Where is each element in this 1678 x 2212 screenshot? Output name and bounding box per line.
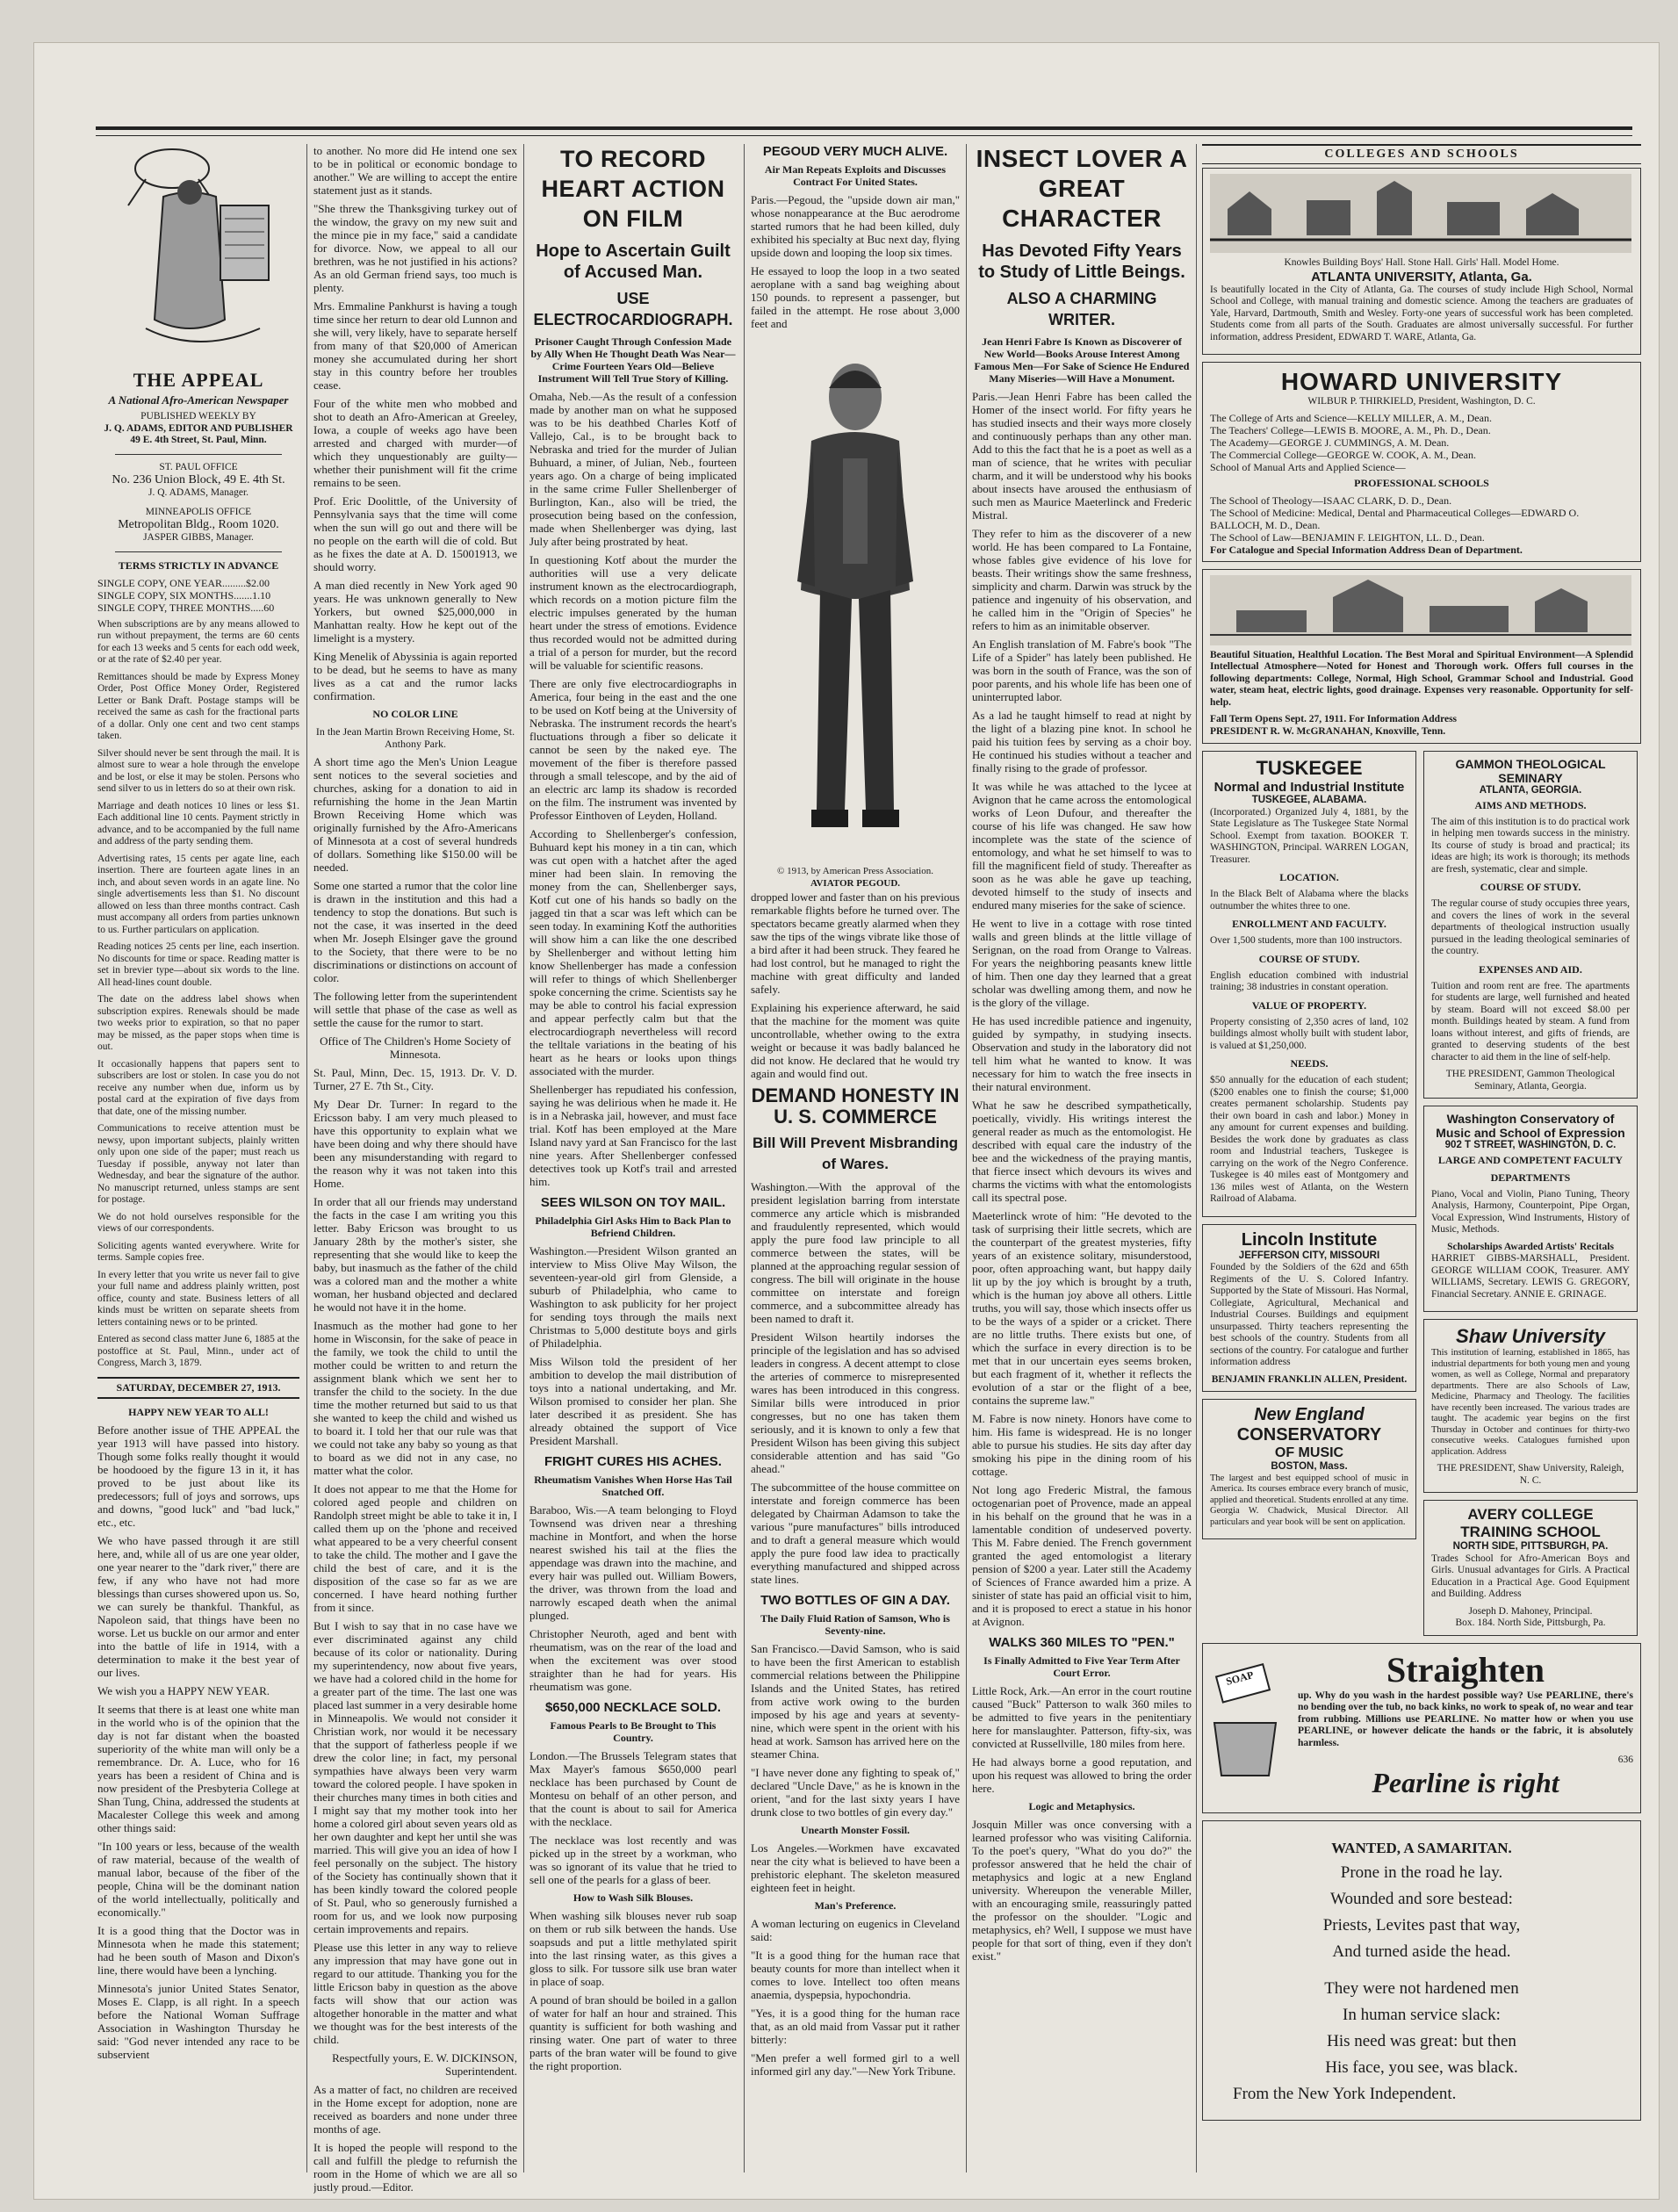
logic-headline: Logic and Metaphysics. [1028,1800,1135,1812]
washtub-icon [1210,1653,1280,1784]
article-paragraph: "It is a good thing for the human race that beauty counts for more than intellect when it comes to love. Intellect too often means anaemia, dyspepsia, hypochondria. [751,1949,960,2001]
gammon-aims: AIMS AND METHODS. [1474,798,1587,811]
fright-headline: FRIGHT CURES HIS ACHES. [544,1454,722,1469]
paper-name: THE APPEAL [133,369,264,391]
avery-principal: Joseph D. Mahoney, Principal. [1468,1605,1593,1617]
article-paragraph: In questioning Kotf about the murder the authorities will use a very delicate instrument known as the electrocardiograph, which records on a motion picture film the electric impulses generated by the human heart under the stress of emotions. Evidence thus recorded would not be admitted during a trial of a person for murder, but the record will be valuable for scientific reasons. [529,553,737,672]
wash-text: Piano, Vocal and Violin, Piano Tuning, Theory Analysis, Harmony, Counterpoint, Pipe Organ, Vocal Expression, Wind Instruments, History of Music, Methods. [1431,1188,1630,1235]
mpls-office-address: Metropolitan Bldg., Room 1020. [118,518,279,531]
letter-paragraph: My Dear Dr. Turner: In regard to the Ericsson baby. I am very much pleased to have this opportunity to explain what we have been doing and why there should have been any misunderstanding with regard to the reason why it was not taken into this Home. [313,1098,517,1190]
terms-list [97,577,299,614]
heart-action-deck-3: Prisoner Caught Through Confession Made by Ally When He Thought Death Was Near—Crime Fourteen Years Old—Believe Instrument Will Tell True Story of Killing. [530,335,736,385]
poem-line: Wounded and sore bestead: [1330,1889,1513,1908]
column-rule [744,144,745,2172]
terms-note: When subscriptions are by any means allowed to run without prepayment, the terms are 60 cents for each 13 weeks and 5 cents for each odd week, or at the rate of $2.40 per year. [97,618,299,665]
editorial-paragraph: Prof. Eric Doolittle, of the University of Pennsylvania says that the time will come when the sun will go out and there will be no people on the earth will die of cold. But as he fixes the date at A. D. 15001913, we should worry. [313,494,517,573]
article-paragraph: As a matter of fact, no children are received in the Home except for adoption, none are received as boarders and none under three months of age. [313,2083,517,2136]
aviator-photo [759,335,952,862]
gammon-expenses: EXPENSES AND AID. [1479,962,1582,976]
article-paragraph: San Francisco.—David Samson, who is said to have been the first American to establish commercial relations between the Philippine Islands and the United States, has retired from active work owing to the burden imposed by his age and years at seventy-nine, which were spent in the orient with his head at work. Samson has arrived here on the steamer China. [751,1642,960,1761]
wash-address: 902 T STREET, WASHINGTON, D. C. [1444,1140,1617,1150]
news-column-4 [751,144,960,2083]
article-paragraph: Shellenberger has repudiated his confession, saying he was delirious when he made it. He is in a Nebraska jail, however, and must face trial. Kotf has been employed at the Mare Island navy yard at San Francisco for the last nine years. After Shellenberger confessed detectives took up Kotf's trail and arrested him. [529,1083,737,1188]
tuskegee-needs-text: $50 annually for the education of each student; ($200 enables one to finish the course; $1,000 creates permanent scholarship. Students pay their own board in cash and labor.) Money in any amount for current expenses and building. Besides the work done by graduates as class room and Industrial teachers, Tuskegee is carrying on the work of the Negro Conference. Tuskegee is 40 miles east of Montgomery and 136 miles west of Atlanta, on the Western Railroad of Alabama. [1210,1075,1408,1204]
howard-university-ad [1202,362,1641,562]
editorial-paragraph: We who have passed through it are still here, and, while all of us are one year older, one year nearer to the "dark river," there are few, if any who have not had more blessings than curses showered upon us. So, we can surely be thankful. Thankful, as Napoleon said, that things have been no worse. Let us buckle on our armor and enter into the battle of life in 1914, with a determination to make it the best year of our lives. [97,1533,299,1679]
wash-faculty: LARGE AND COMPETENT FACULTY [1437,1153,1624,1166]
poem-source: From the New York Independent. [1233,2084,1457,2103]
article-paragraph: Explaining his experience afterward, he said that the machine for the moment was quite uncontrollable, whether owing to the extra weight or because it was badly balanced he did not know. He declared that he would try again and would find out. [751,1001,960,1080]
tuskegee-enrollment-text: Over 1,500 students, more than 100 instructors. [1210,935,1402,946]
insect-lover-headline: INSECT LOVER A GREAT CHARACTER [976,145,1188,232]
howard-item: The Teachers' College—LEWIS B. MOORE, A. M., Ph. D., Dean. [1210,423,1491,436]
pegoud-headline: PEGOUD VERY MUCH ALIVE. [762,144,948,159]
article-paragraph: London.—The Brussels Telegram states that Max Mayer's famous $650,000 pearl necklace has been purchased by Count de Montesu on behalf of an other person, and that the count is about to sail for America with the necklace. [529,1749,737,1828]
terms-note: Communications to receive attention must be newsy, upon important subjects, plainly written only upon one side of the paper; must reach us Tuesday if possible, anyway not later than Wednesday, and bear the signature of the author. No manuscript returned, unless stamps are sent for postage. [97,1123,299,1205]
heart-action-deck: Hope to Ascertain Guilt of Accused Man. [536,241,731,282]
tuskegee-name: TUSKEGEE [1256,757,1363,779]
pearline-headline: Straighten [1386,1649,1545,1690]
article-paragraph: "I have never done any fighting to speak of," declared "Uncle Dave," as he is known in the orient, "and for the last sixty years I have drunk close to two bottles of gin every day." [751,1766,960,1819]
shaw-name: Shaw University [1456,1325,1605,1347]
editorial-paragraph: "In 100 years or less, because of the wealth of raw material, because of the wealth of manual labor, because of the fiber of the people, China will be the dominant nation of the world intellectually, politically and economically." [97,1839,299,1919]
colleges-title: COLLEGES AND SCHOOLS [1202,144,1641,164]
article-paragraph: It was while he was attached to the lycee at Avignon that he came across the entomological works of Leon Dufour, and thereafter the course of his life was changed. He saw how incomplete was the state of the science of entomology, and what he set himself to was to fill the magnificent field of study. Thereafter as soon as he was able he gave up teaching, devoted himself to the study of insects and endured many miseries for the sake of science. [972,780,1192,911]
terms-note: Entered as second class matter June 6, 1885 at the postoffice at St. Paul, Minn., under act of Congress, March 3, 1879. [97,1334,299,1368]
pearline-number: 636 [1617,1754,1633,1765]
gammon-course-text: The regular course of study occupies three years, and covers the lines of work in the several departments of theological instruction usually pursued in the leading theological seminaries of the country. [1431,898,1630,956]
mpls-manager: JASPER GIBBS, Manager. [143,532,254,543]
tuskegee-course-head: COURSE OF STUDY. [1258,952,1360,965]
appeal-logo [111,144,286,364]
newspaper-page [33,42,1660,2200]
poem-line: And turned aside the head. [1332,1942,1511,1961]
new-england-conservatory-ad [1202,1399,1416,1539]
article-paragraph: The following letter from the superintendent will settle that phase of the case as well as settle the cause for the rumor to start. [313,990,517,1029]
terms-note: It occasionally happens that papers sent to subscribers are lost or stolen. In case you do not receive any number when due, inform us by postal card at the expiration of five days from that date, one of the missing number. [97,1058,299,1117]
tuskegee-location-text: In the Black Belt of Alabama where the blacks outnumber the whites three to one. [1210,889,1408,911]
howard-prof-item: The School of Law—BENJAMIN F. LEIGHTON, LL. D., Dean. [1210,530,1485,544]
knox-president: PRESIDENT R. W. McGRANAHAN, Knoxville, Tenn. [1210,725,1446,737]
divider [115,551,282,552]
knox-term: Fall Term Opens Sept. 27, 1911. For Information Address [1210,714,1458,724]
article-paragraph: They refer to him as the discoverer of a new world. He has been compared to La Fontaine, whose fables give evidence of his love for beasts. Their writings show the same freshness, simplicity and charm. Darwin was struck by the patience and ingenuity of his observation, and he called him in the "Origin of Species" he refers to him as an inimitable observer. [972,527,1192,632]
figure-with-banner-icon [111,144,286,364]
ne-name-3: OF MUSIC [1274,1445,1344,1460]
gammon-president: THE PRESIDENT, Gammon Theological Seminary, Atlanta, Georgia. [1445,1069,1616,1092]
column-rule [966,144,967,2172]
terms-note: We do not hold ourselves responsible for the views of our correspondents. [97,1211,299,1234]
editor: J. Q. ADAMS, EDITOR AND PUBLISHER [104,422,293,434]
tuskegee-course-text: English education combined with industrial training; 38 industries in constant operation. [1210,969,1408,992]
poem-title: WANTED, A SAMARITAN. [1331,1839,1512,1856]
ads-right [1423,751,1638,1643]
heart-action-headline: TO RECORD HEART ACTION ON FILM [541,146,725,232]
campus-buildings-icon [1210,174,1631,253]
pearline-text: up. Why do you wash in the hardest possible way? Use PEARLINE, there's no bending over the tub, no back kinks, no work to speak of, no wear and tear from rubbing. Millions use PEARLINE. No matter how or when you use PEARLINE, or however delicate the hands or the fabric, it is absolutely harmless. [1298,1690,1634,1748]
tuskegee-text: (Incorporated.) Organized July 4, 1881, by the State Legislature as The Tuskegee State Normal School. Exempt from taxation. BOOKER T. WASHINGTON, Principal. WARREN LOGAN, Treasurer. [1210,806,1408,865]
tuskegee-value-head: VALUE OF PROPERTY. [1251,998,1367,1012]
article-paragraph: He essayed to loop the loop in a two seated aeroplane with a sand bag weighing about 150 pounds. to represent a passenger, but failed in the attempt. He rose about 3,000 feet and [751,264,960,330]
knox-text: Beautiful Situation, Healthful Location. The Best Moral and Spiritual Environment—A Splendid Intellectual Atmosphere—Noted for Honest and Thorough work. Offers full courses in the following departments: College, Normal, High School, Grammar School and Industrial. Good water, steam heat, electric lights, good drainage. Expenses very reasonable. Opportunity for self-help. [1210,649,1633,708]
article-paragraph: Washington.—With the approval of the president legislation barring from interstate commerce any article which is misbranded and fraudulently represented, which would apply the pure food law principle to all commerce between the states, will be planned at the approaching regular session of congress. The bill will originate in the house committee on interstate and foreign commerce, and a subcommittee already has been named to draft it. [751,1180,960,1325]
avery-name: AVERY COLLEGE [1467,1506,1594,1523]
howard-prof-item: The School of Theology—ISAAC CLARK, D. D., Dean. [1210,494,1452,507]
tuskegee-ad [1202,751,1416,1217]
published-by: PUBLISHED WEEKLY BY [140,411,256,422]
lincoln-name: Lincoln Institute [1241,1229,1378,1250]
article-paragraph: Some one started a rumor that the color line is drawn in the institution and this had a tendency to stop the donations. But such is not the case, it was inserted in the deed when Mr. Joseph Elsinger gave the ground to the Society, that there were to be no discriminations or distinctions on account of color. [313,879,517,984]
news-column-3 [529,144,737,2078]
article-paragraph: As a lad he taught himself to read at night by the light of a blazing pine knot. In school he paid his tuition fees by serving as a choir boy. He continued his studies without a teacher and finally rising to the grade of professor. [972,709,1192,775]
column-rule [523,144,524,2172]
terms-note: Reading notices 25 cents per line, each insertion. No discounts for time or space. Reading matter is set in brevier type—about six words to the line. All head-lines count double. [97,941,299,988]
ads-column [1202,144,1641,2128]
necklace-headline: $650,000 NECKLACE SOLD. [544,1700,722,1715]
ads-left [1202,751,1416,1643]
wash-names: HARRIET GIBBS-MARSHALL, President. GEORGE WILLIAM COOK, Treasurer. AMY WILLIAMS, Secretary. LEWIS G. GREGORY, Financial Secretary. ANNIE E. GRINAGE. [1431,1253,1630,1300]
editorial-paragraph: "She threw the Thanksgiving turkey out of the window, the gravy on my new suit and the mince pie in my face," said a candidate for divorce. Now, we appeal to all our brethren, was he not justified in his actions? As an old German friend says, too much is plenty. [313,202,517,294]
atlanta-name: ATLANTA UNIVERSITY, Atlanta, Ga. [1311,269,1532,285]
tuskegee-needs-head: NEEDS. [1290,1057,1329,1070]
avery-location: NORTH SIDE, PITTSBURGH, PA. [1452,1541,1609,1552]
editorial-paragraph: We wish you a HAPPY NEW YEAR. [97,1683,270,1697]
poem-spacer [1215,1965,1628,1976]
pearline-soap-label: SOAP [1224,1668,1256,1688]
article-paragraph: When washing silk blouses never rub soap on them or rub silk between the hands. Use soapsuds and put a little methylated spirit into the last rinsing water, as this gives a gloss to silk. For tussore silk use bran water in place of soap. [529,1909,737,1988]
mpls-office-title: MINNEAPOLIS OFFICE [145,506,252,517]
poem-line: Priests, Levites past that way, [1322,1915,1521,1935]
terms-item: SINGLE COPY, ONE YEAR.........$2.00 [97,576,270,589]
lincoln-text: Founded by the Soldiers of the 62d and 65th Regiments of the U. S. Colored Infantry. Supported by the State of Missouri. Has Normal, Collegiate, Agricultural, Mechanical and Industrial Courses. Buildings and equipment unsurpassed. Thirty teachers representing the best schools of the country. Students from all sections of the country. For catalogue and further information address [1210,1262,1408,1367]
article-paragraph: M. Fabre is now ninety. Honors have come to him. His fame is widespread. He is no longer able to pursue his studies. He sits day after day smoking his pipe in the dining room of his cottage. [972,1412,1192,1478]
stpaul-office-address: No. 236 Union Block, 49 E. 4th St. [112,473,285,486]
wilson-headline: SEES WILSON ON TOY MAIL. [540,1195,726,1210]
shaw-text: This institution of learning, established in 1865, has industrial departments for both young men and young women, as well as College, Normal and preparatory departments. There are also Schools of Law, Medicine, Pharmacy and Theology. The facilities have recently been increased. The various trades are taught. The academic year begins on the first Thursday in October and continues for thirty-two consecutive weeks. Catalogues furnished upon application. Address [1431,1348,1631,1457]
insect-lover-deck: Has Devoted Fifty Years to Study of Little Beings. [978,241,1185,282]
photo-caption: AVIATOR PEGOUD. [810,878,901,889]
tuskegee-location: TUSKEGEE, ALABAMA. [1251,795,1367,805]
article-paragraph: A woman lecturing on eugenics in Cleveland said: [751,1917,960,1943]
article-paragraph: He had always borne a good reputation, and upon his request was allowed to bring the order here. [972,1755,1192,1795]
wash-departments: DEPARTMENTS [1490,1171,1571,1184]
tuskegee-location-head: LOCATION. [1279,871,1339,883]
no-color-line-headline: NO COLOR LINE [372,708,458,720]
walks-headline: WALKS 360 MILES TO "PEN." [989,1635,1175,1650]
shaw-university-ad [1423,1319,1638,1493]
article-paragraph: A short time ago the Men's Union League sent notices to the several societies and churches, asking for a donation to aid in refurnishing the home in the Jean Martin Brown Receiving Home which was originally furnished by the Afro-Americans of Minnesota at a cost of several hundreds of dollars. Something like $150.00 will be needed. [313,755,517,874]
poem-line: His face, you see, was black. [1325,2057,1518,2077]
insect-lover-deck-3: Jean Henri Fabre Is Known as Discoverer of New World—Books Arouse Interest Among Famous Men—For Sake of Science He Endured Many Miseries—Will Have a Monument. [974,335,1190,385]
article-paragraph: He went to live in a cottage with rose tinted walls and green blinds at the little village of Serignan, on the road from Orange to Valreas. For years the neighboring peasants knew little of him. Then one day they learned that a great scholar was dwelling among them, and now he is the glory of the village. [972,917,1192,1009]
article-paragraph: Christopher Neuroth, aged and bent with rheumatism, was on the rear of the load and when the excitement was over stood straighter than he had for years. His rheumatism was gone. [529,1627,737,1693]
tuskegee-value-text: Property consisting of 2,350 acres of land, 102 buildings almost wholly built with student labor, is valued at $1,250,000. [1210,1016,1408,1051]
howard-item: The Commercial College—GEORGE W. COOK, A. M., Dean. [1210,448,1476,461]
letter-date: St. Paul, Minn, Dec. 15, 1913. Dr. V. D. Turner, 27 E. 7th St., City. [313,1066,517,1092]
article-paragraph: "Men prefer a well formed girl to a well informed girl any day."—New York Tribune. [751,2051,960,2078]
article-paragraph: What he saw he described sympathetically, poetically, vividly. His writings interest the general reader as much as the entomologist. He described with equal care the industry of the bee and the wickedness of the praying mantis, that fierce insect which devours its wives and charms the victims with what the entomologists call its spectral pose. [972,1099,1192,1204]
ne-text: The largest and best equipped school of music in America. Its courses embrace every branch of music, applied and theoretical. Students enrolled at any time. Georgia W. Chadwick, Musical Director. All particulars and year book will be sent on application. [1210,1473,1408,1527]
terms-note: Advertising rates, 15 cents per agate line, each insertion. There are fourteen agate lines in an inch, and about seven words in an agate line. No single advertisements less than $1. No discount allowed on less than three months contract. Cash must accompany all orders from parties unknown to us. Further particulars on application. [97,853,299,935]
lincoln-institute-ad [1202,1224,1416,1393]
article-paragraph: The subcommittee of the house committee on interstate and foreign commerce has been delegated by Chairman Adamson to take the various "pure manufactures" bills introduced and to draft a general measure which would apply the pure food law idea to practically everything manufactured and shipped across state lines. [751,1481,960,1586]
aviator-portrait-icon [759,335,952,862]
preference-headline: Man's Preference. [814,1899,897,1912]
news-column-5 [972,144,1192,1968]
college-campus-icon [1210,575,1631,645]
gammon-name: GAMMON THEOLOGICAL SEMINARY [1455,757,1606,785]
editorial-paragraph: It is a good thing that the Doctor was in Minnesota when he made this statement; had he been south of Mason and Dixon's line, there would have been a lynching. [97,1923,299,1977]
article-paragraph: Josquin Miller was once conversing with a learned professor who was visiting California. To the poet's query, "What do you do?" the professor answered that he held the chair of metaphysics and logic at a new England university. Whereupon the venerable Miller, with an encouraging smile, reassuringly patted the professor on the shoulder. "Logic and metaphysics, eh? Well, I suppose we must have people for that sort of thing, even if they don't exist." [972,1818,1192,1963]
wilson-deck: Philadelphia Girl Asks Him to Back Plan to Befriend Children. [535,1214,731,1239]
divider [115,454,282,455]
avery-college-ad [1423,1500,1638,1636]
editorial-paragraph: It seems that there is at least one white man in the world who is of the opinion that the day is not far distant when the boasted superiority of the white man will only be a remembrance. Dr. A. Luce, who for 16 years has been a resident of China and is now president of the Presbyteria College at Shan Tung, China, addressed the students at Macalester College this week and among other things said: [97,1702,299,1834]
editorial-paragraph: to another. No more did He intend one sex to be in political or economic bondage to another." We are willing to accept the entire statement just as it stands. [313,144,517,197]
demand-honesty-deck: Bill Will Prevent Misbranding of Wares. [752,1135,959,1172]
heart-action-deck-2: USE ELECTROCARDIOGRAPH. [533,290,733,328]
pearline-ad [1202,1643,1641,1813]
terms-item: SINGLE COPY, SIX MONTHS.......1.10 [97,588,271,602]
article-paragraph: Baraboo, Wis.—A team belonging to Floyd Townsend was driven near a threshing machine in Montfort, and when the horse nearest swished his tail at the flies the appendage was drawn into the machine, and every hair was pulled out. William Bowers, the driver, was thrown from the load and narrowly escaped death when the animal plunged. [529,1503,737,1622]
avery-text: Trades School for Afro-American Boys and Girls. Unusual advantages for Girls. A Practical Education in a Practical Age. Good Equipment and Building. Address [1431,1553,1630,1599]
article-paragraph: "Yes, it is a good thing for the human race that, as an old maid from Vassar put it rather bitterly: [751,2007,960,2046]
terms-item: SINGLE COPY, THREE MONTHS.....60 [97,601,275,614]
top-rule [96,126,1632,136]
article-paragraph: According to Shellenberger's confession, Buhuard kept his money in a tin can, which was cut open with a hatchet after the aged miner had been slain. In removing the money from the can, Shellenberger says, Kotf cut one of his hands so badly on the jagged tin that a scar was left which can be seen today. In examining Kotf the authorities will show him a can like the one described by Shellenberger and without letting him know Shellenberger has made a confession will refer to things of which Shellenberger spoke concerning the crime. Scientists say he may be able to control his facial expression and appear perfectly calm but that the electrocardiograph nevertheless will record the telltale variations in the beating of his heart as he hears or looks upon things associated with the murder. [529,827,737,1077]
gammon-text: The aim of this institution is to do practical work in helping men towards success in the ministry. Its course of study is broad and practical; its ideas are high; its work is thorough; its methods are fresh, systematic, clear and simple. [1431,816,1630,875]
wash-name: Washington Conservatory of Music and School of Expression [1436,1112,1625,1140]
wash-scholarships: Scholarships Awarded Artists' Recitals [1447,1241,1614,1252]
howard-prof-list [1210,494,1633,556]
masthead-column [97,144,299,2066]
stpaul-manager: J. Q. ADAMS, Manager. [148,487,249,498]
letter-signature: Respectfully yours, E. W. DICKINSON, Superintendent. [332,2051,517,2078]
letter-paragraph: In order that all our friends may understand the facts in the case I am writing you this letter. Baby Ericson was brought to us January 28th by the mother's sister, she representing that she would like to keep the baby, but inasmuch as the father of the child was a colored man and the mother a white woman, her husband objected and declared he would not have it in the home. [313,1195,517,1314]
editorial-paragraph: Minnesota's junior United States Senator, Moses E. Clapp, is all right. In a speech before the National Woman Suffrage Association in Washington Thursday he said: "God never intended any race to be subservient [97,1981,299,2061]
ne-name-1: New England [1254,1405,1365,1424]
terms-note: Soliciting agents wanted everywhere. Write for terms. Sample copies free. [97,1240,299,1263]
ads-two-column [1202,751,1641,1643]
editorial-column-2 [313,144,517,2199]
editorial-paragraph: Four of the white men who mobbed and shot to death an Afro-American at Greeley, Iowa, a couple of weeks ago have been arrested and charged with murder—of which they unquestionably are guilty—whether their punishment will fit the crime remains to be seen. [313,397,517,489]
gammon-course: COURSE OF STUDY. [1480,881,1581,893]
article-paragraph: Paris.—Pegoud, the "upside down air man," whose nonappearance at the Buc aerodrome started rumors that he had been killed, duly exhibited his specialty at Buc next day, flying upside down and looping the loop six times. [751,193,960,259]
walks-deck: Is Finally Admitted to Five Year Term After Court Error. [983,1654,1180,1679]
issue-date: SATURDAY, DECEMBER 27, 1913. [97,1377,299,1399]
howard-name: HOWARD UNIVERSITY [1280,368,1563,395]
article-paragraph: Little Rock, Ark.—An error in the court routine caused "Buck" Patterson to walk 360 miles to be admitted to five years in the penitentiary here for manslaughter. Patterson, fifty-six, was convicted at Russellville, 180 miles from here. [972,1684,1192,1750]
letter-paragraph: But I wish to say that in no case have we ever discriminated against any child because of its color or nationality. During my superintendency, now about five years, we have had a colored child in the home for a greater part of the time. The last one was placed last summer in a very desirable home in Minneapolis. We would not consider it Christian work, nor would it be necessary that the support of fatherless people if we drew the color line; in fact, my personal sympathies have always been very warm toward the colored people. I have spoken in their churches many times in both cities and I might say that my mother took into her home a colored girl about seven years old as her own daughter and kept her until she was married. This will give you an idea of how I feel personally on the subject. The history of the Society has continually shown that it has been kindly toward the colored people of St. Paul, who so generously furnished a room for us, and we look now purposing certain improvements and repairs. [313,1619,517,1935]
terms-note: In every letter that you write us never fail to give your full name and address plainly written, post office, county and state. Business letters of all kinds must be written on separate sheets from letters containing news or to be printed. [97,1269,299,1328]
photo-credit: © 1913, by American Press Association. [777,866,933,876]
article-paragraph: The necklace was lost recently and was picked up in the street by a workman, who was so ignorant of its value that he tried to sell one of the pearls for a glass of beer. [529,1834,737,1886]
article-paragraph: Washington.—President Wilson granted an interview to Miss Olive May Wilson, the seventeen-year-old girl from Glenside, a suburb of Philadelphia, who came to Washington to ask publicity for her project for sending toys through the mails next Christmas to 5,000 destitute boys and girls of Philadelphia. [529,1244,737,1350]
letter-paragraph: It does not appear to me that the Home for colored aged people and children on Randolph street might be able to take it in, I called them up on the 'phone and received what appeared to be a very cheerful consent to take the child. The mother and I gave the child the best of care, and it is the disposition of the case so far as we are concerned. I have heard nothing further from it since. [313,1482,517,1614]
fright-deck: Rheumatism Vanishes When Horse Has Tail Snatched Off. [534,1473,732,1498]
howard-prof-item: The School of Medicine: Medical, Dental and Pharmaceutical Colleges—EDWARD O. BALLOCH, M. D., Dean. [1210,506,1580,531]
howard-president: WILBUR P. THIRKIELD, President, Washington, D. C. [1307,396,1536,407]
article-paragraph: Los Angeles.—Workmen have excavated near the city what is believed to have been a prehistoric elephant. The skeleton measured eighteen feet in height. [751,1841,960,1894]
howard-prof-title: PROFESSIONAL SCHOOLS [1354,476,1489,489]
shaw-president: THE PRESIDENT, Shaw University, Raleigh, N. C. [1437,1463,1624,1486]
editorial-paragraph: Mrs. Emmaline Pankhurst is having a tough time since her return to dear old Lunnon and she will, very likely, have to separate herself from many of that $20,000 of American money she accumulated during her short stay in this country before her troubles cease. [313,299,517,392]
washington-conservatory-ad [1423,1106,1638,1312]
column-rule [306,144,307,2172]
atlanta-building-labels: Knowles Building Boys' Hall. Stone Hall. Girls' Hall. Model Home. [1284,257,1559,268]
terms-title: TERMS STRICTLY IN ADVANCE [118,558,279,572]
lincoln-location: JEFFERSON CITY, MISSOURI [1238,1250,1380,1261]
stpaul-office-title: ST. PAUL OFFICE [159,461,238,472]
terms-note: Marriage and death notices 10 lines or less $1. Each additional line 10 cents. Payment strictly in advance, and to be accompanied by the full name and address of the party sending them. [97,800,299,847]
gammon-seminary-ad [1423,751,1638,1099]
address: 49 E. 4th Street, St. Paul, Minn. [130,435,267,445]
tuskegee-enrollment-head: ENROLLMENT AND FACULTY. [1232,918,1386,930]
poem-line: In human service slack: [1343,2005,1501,2024]
poem-line: Prone in the road he lay. [1340,1863,1503,1882]
gin-deck: The Daily Fluid Ration of Samson, Who is Seventy-nine. [760,1612,950,1637]
article-paragraph: President Wilson heartily indorses the principle of the legislation and has so advised leaders in congress. A decent attempt to close the arteries of commerce to misrepresented wares has been introduced in this congress. Similar bills were introduced in prior congresses, but no one has taken them seriously, and it is known to only a few that President Wilson has been giving this subject considerable attention and has said "Go ahead." [751,1330,960,1475]
no-color-line-subhead: In the Jean Martin Brown Receiving Home, St. Anthony Park. [315,725,515,750]
article-paragraph: There are only five electrocardiographs in America, four being in the east and the one to be used on Kotf being at the University of Nebraska. The instrument records the heart's fluctuations through a fiber so delicate it cannot be seen by the naked eye. The movement of the fiber is therefore passed through a small telescope, and by the aid of an electric arc lamp its shadow is recorded on the film. The instrument was invented by Professor Einthoven of Leyden, Holland. [529,677,737,822]
gin-headline: TWO BOTTLES OF GIN A DAY. [760,1593,950,1608]
terms-note: The date on the address label shows when subscription expires. Renewals should be made two weeks prior to expiration, so that no paper may be missed, as the paper stops when time is out. [97,994,299,1052]
lincoln-president: BENJAMIN FRANKLIN ALLEN, President. [1211,1373,1408,1385]
atlanta-text: Is beautifully located in the City of Atlanta, Ga. The courses of study include High School, Normal School and College, with manual training and domestic science. Among the teachers are graduates of Yale, Harvard, Dartmouth, Smith and Wesley. Forty-one years of successful work has been completed. Students come from all parts of the South. Graduates are almost universally successful. For further information, address President, EDWARD T. WARE, Atlanta, Ga. [1210,284,1633,342]
knoxville-college-ad [1202,569,1641,745]
editorial-paragraph: A man died recently in New York aged 90 years. He was unknown generally to New Yorkers, but owned $25,000,000 in Manhattan realty. How he kept out of the limelight is a mystery. [313,579,517,645]
terms-note: Silver should never be sent through the mail. It is almost sure to wear a hole through the envelope and be lost, or else it may be stolen. Persons who send silver to us in letters do so at their own risk. [97,747,299,794]
column-rule [1196,144,1197,2172]
terms-note: Remittances should be made by Express Money Order, Post Office Money Order, Registered Letter or Bank Draft. Postage stamps will be received the same as cash for the fractional parts of a dollar. Only one cent and two cent stamps taken. [97,671,299,741]
article-paragraph: It is hoped the people will respond to the call and fulfill the pledge to refurnish the room in the Home of which we are all so justly proud.—Editor. [313,2141,517,2194]
gammon-location: ATLANTA, GEORGIA. [1479,785,1582,796]
ne-name-2: CONSERVATORY [1236,1425,1382,1445]
howard-item: The College of Arts and Science—KELLY MILLER, A. M., Dean. [1210,411,1492,424]
editorial-paragraph: King Menelik of Abyssinia is again reported to be dead, but he seems to have as many lives as a cat and the rumor lacks confirmation. [313,650,517,703]
article-paragraph: Not long ago Frederic Mistral, the famous octogenarian poet of Provence, made an appeal in his behalf on the ground that he was in a lamentable condition of undeserved poverty. This M. Fabre denied. The French government granted the aged entomologist a literary pension of $200 a year. Later still the Academy of Sciences of France awarded him a prize. A sinister of state has paid an official visit to him, and it is proposed to erect a statue in his honor at Avignon. [972,1483,1192,1628]
article-paragraph: dropped lower and faster than on his previous remarkable flights before he turned over. The spectators became greatly alarmed when they saw the tips of the wings vibrate like those of a bird after it had been struck. They feared he had lost control, but he managed to right the machine with great difficulty and landed safely. [751,890,960,996]
insect-lover-deck-2: ALSO A CHARMING WRITER. [1006,290,1157,328]
avery-name-2: TRAINING SCHOOL [1460,1524,1601,1540]
pearline-tagline: Pearline is right [1372,1766,1559,1798]
demand-honesty-headline: DEMAND HONESTY IN U. S. COMMERCE [751,1084,960,1128]
letter-paragraph: Inasmuch as the mother had gone to her home in Wisconsin, for the sake of peace in the family, we took the child to until the mother could be written to and return the assignment blank which we sent her to transfer the child to the society. In the due time the mother returned but said to us that she wanted to keep the child and wished us to board it. I told her that our rule was that we could not take any baby so young as that to board as we did not in any case, no matter what the color. [313,1319,517,1477]
editorial-paragraph: Before another issue of THE APPEAL the year 1913 will have passed into history. Though some folks really thought it would be hoodooed by the figure 13 in it, it has proved to be just about like its predecessors; full of joys and sorrows, ups and downs, "good luck" and "bad luck," etc., etc. [97,1423,299,1529]
article-paragraph: Miss Wilson told the president of her ambition to develop the mail distribution of toys into a national undertaking, and Mr. Wilson promised to consider her plan. She later described it as president. She has already obtained the support of Vice President Marshall. [529,1355,737,1447]
article-paragraph: A pound of bran should be boiled in a gallon of water for half an hour and strained. This quantity is sufficient for both washing and rinsing water. One part of water to three parts of the bran water will be found to give the right proportion. [529,1993,737,2072]
fossil-headline: Unearth Monster Fossil. [800,1824,911,1836]
article-paragraph: Paris.—Jean Henri Fabre has been called the Homer of the insect world. For fifty years he has studied insects and their ways more closely and continuously perhaps than any other man. Add to this the fact that he is a poet as well as a man of science, that he writes with peculiar charm, and it will be understood why his books about insects have aroused the enthusiasm of such men as Maurice Maeterlinck and Frederic Mistral. [972,390,1192,522]
howard-item: The Academy—GEORGE J. CUMMINGS, A. M. Dean. [1210,436,1450,449]
editorial-headline: HAPPY NEW YEAR TO ALL! [128,1405,269,1418]
letter-heading: Office of The Children's Home Society of Minnesota. [320,1034,511,1061]
article-paragraph: Maeterlinck wrote of him: "He devoted to the task of surprising their little secrets, which are the counterpart of the greatest mysteries, fifty years of an existence solitary, misunderstood, poor, often approaching want, but happy daily lit up by the joy which is brought by a truth, which is the human joy above all others. Little truths, you will say, those which insects offer us to be the ways of a spider or a cricket. There are no little truths. There exists but one, of which the surface in every direction is to be met that in our uncertain eyes seems broken, but each fragment of it, whether it reflects the evolution of a star or the flight of a bee, contains the supreme law." [972,1209,1192,1407]
poem-line: They were not hardened men [1324,1978,1519,1998]
poem-box [1202,1820,1641,2121]
gammon-expenses-text: Tuition and room rent are free. The apartments for students are large, well furnished and heated by steam. Board will not exceed $8.00 per month. Buildings heated by steam. A fund from loans without interest, and gifts of friends, are granted to deserving students of the best character to aid them in the line of self-help. [1431,980,1630,1063]
howard-list [1210,412,1633,473]
necklace-deck: Famous Pearls to Be Brought to This Country. [550,1719,717,1744]
pegoud-deck: Air Man Repeats Exploits and Discusses Contract For United States. [764,163,947,188]
silk-headline: How to Wash Silk Blouses. [573,1891,694,1904]
article-paragraph: An English translation of M. Fabre's book "The Life of a Spider" has lately been published. He was born in the south of France, was the son of poor parents, and his whole life has been one of uninterrupted labor. [972,638,1192,703]
tuskegee-sub: Normal and Industrial Institute [1213,780,1405,795]
atlanta-university-ad [1202,168,1641,355]
article-paragraph: He has used incredible patience and ingenuity, guided by sympathy, in studying insects. Observation and study in the laboratory did not tell him what he wanted to know. It was necessary for him to watch the free insects in their natural environment. [972,1014,1192,1093]
poem-line: His need was great: but then [1327,2031,1516,2050]
howard-prof-item: For Catalogue and Special Information Address Dean of Department. [1210,543,1523,556]
avery-box: Box. 184. North Side, Pittsburgh, Pa. [1455,1618,1606,1628]
letter-paragraph: Please use this letter in any way to relieve any impression that may have gone out in regard to our attitude. Thanking you for the little Ericson baby in question as the above facts will show that our action was altogether honorable in the matter and what we thought was for the best interests of the child. [313,1941,517,2046]
ne-location: BOSTON, Mass. [1271,1461,1348,1472]
paper-subtitle: A National Afro-American Newspaper [108,393,289,407]
article-paragraph: Omaha, Neb.—As the result of a confession made by another man on what he supposed was to be his deathbed Charles Kotf of Vallejo, Cal., is to be brought back to Nebraska and tried for the murder of Julian Buhuard, a miner, of Julian, Neb., fourteen years ago. On a charge of being implicated in the same crime Fuller Shellenberger of Burlington, Kan., also will be tried, the prosecution being based on the confession, made when Shellenberger was dying, last July after being prostrated by heat. [529,390,737,548]
howard-item: School of Manual Arts and Applied Science— [1210,460,1406,473]
